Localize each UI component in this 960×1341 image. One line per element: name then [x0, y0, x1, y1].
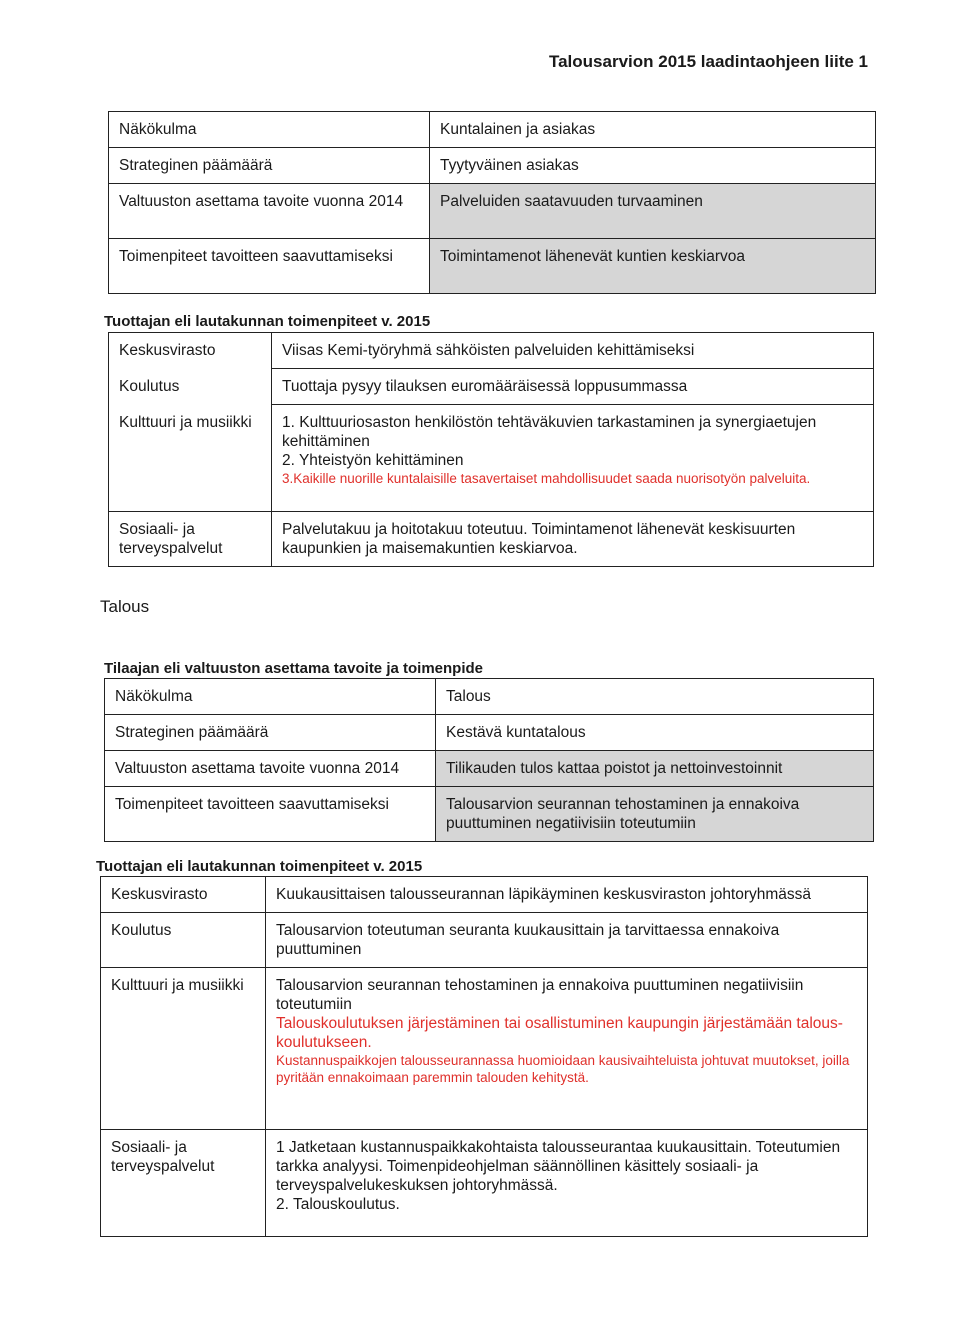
sosiaali-item-2: 2. Talouskoulutus.: [276, 1196, 400, 1213]
row-label: Sosiaali- ja terveyspalvelut: [101, 1130, 266, 1237]
table-row: [101, 877, 868, 913]
row-value: Tyytyväinen asiakas: [430, 148, 876, 184]
row-label: Kulttuuri ja musiikki: [109, 405, 272, 512]
row-label: Näkökulma: [109, 112, 430, 148]
table-row: [101, 1130, 868, 1237]
row-label: Keskusvirasto: [109, 333, 272, 369]
table-row: [109, 184, 876, 239]
row-label: Strateginen päämäärä: [105, 715, 436, 751]
kulttuuri-item-1: 1. Kulttuuriosaston henkilöstön tehtäväkuvien tarkastaminen ja synergiaetujen kehittäminen: [282, 414, 817, 450]
row-label: Sosiaali- ja terveyspalvelut: [109, 511, 272, 566]
table-row: [105, 751, 874, 787]
kulttuuri-item-3: 3.Kaikille nuorille kuntalaisille tasavertaiset mahdollisuudet saada nuorisotyön palveluita.: [282, 471, 811, 486]
row-label: Keskusvirasto: [101, 877, 266, 913]
row-label: Näkökulma: [105, 679, 436, 715]
row-value: Kestävä kuntatalous: [436, 715, 874, 751]
table-kuntalainen: [108, 111, 876, 294]
table-row: [101, 968, 868, 1130]
sosiaali-item-1: 1 Jatketaan kustannuspaikkakohtaista talousseurantaa kuukausittain. Toteutumien tarkka analyysi. Toimenpideohjelman säännöllinen käsittely sosiaali- ja terveyspalvelukeskuksen johtoryhmässä.: [276, 1139, 841, 1194]
table-row: [109, 511, 874, 566]
row-label: Strateginen päämäärä: [109, 148, 430, 184]
row-value: Talousarvion seurannan tehostaminen ja ennakoiva puuttuminen negatiivisiin toteutumiin: [436, 787, 874, 842]
row-label: Toimenpiteet tavoitteen saavuttamiseksi: [105, 787, 436, 842]
row-label: Kulttuuri ja musiikki: [101, 968, 266, 1130]
table-row: [109, 148, 876, 184]
page-title: Talousarvion 2015 laadintaohjeen liite 1: [548, 52, 868, 71]
row-value: Tuottaja pysyy tilauksen euromääräisessä loppusummassa: [272, 369, 874, 405]
table-row: [105, 787, 874, 842]
table-row: [105, 715, 874, 751]
table-toimenpiteet-1: [108, 332, 874, 567]
row-value: Toimintamenot lähenevät kuntien keskiarvoa: [430, 239, 876, 294]
row-label: Valtuuston asettama tavoite vuonna 2014: [109, 184, 430, 239]
table-row: [105, 679, 874, 715]
table-toimenpiteet-2: [100, 876, 868, 1237]
row-label: Koulutus: [101, 913, 266, 968]
row-value: Kuukausittaisen talousseurannan läpikäyminen keskusviraston johtoryhmässä: [266, 877, 868, 913]
section-heading-2015-b: Tuottajan eli lautakunnan toimenpiteet v. 2015: [96, 858, 423, 875]
kulttuuri-item-1: Talousarvion seurannan tehostaminen ja ennakoiva puuttuminen negatiivisiin toteutumiin: [276, 977, 804, 1013]
kulttuuri-item-2: Talouskoulutuksen järjestäminen tai osallistuminen kaupungin järjestämään talous-koulutukseen.: [276, 1015, 843, 1051]
section-heading-2015: Tuottajan eli lautakunnan toimenpiteet v. 2015: [104, 313, 431, 330]
table-row: [109, 333, 874, 369]
kulttuuri-item-3: Kustannuspaikkojen talousseurannassa huomioidaan kausivaihteluista johtuvat muutokset, joilla pyritään ennakoimaan paremmin talouden kehitystä.: [276, 1053, 850, 1085]
row-label: Toimenpiteet tavoitteen saavuttamiseksi: [109, 239, 430, 294]
row-label: Koulutus: [109, 369, 272, 405]
table-row: [101, 913, 868, 968]
section-heading-tilaaja: Tilaajan eli valtuuston asettama tavoite ja toimenpide: [104, 660, 483, 677]
row-value: Palveluiden saatavuuden turvaaminen: [430, 184, 876, 239]
table-row: [109, 369, 874, 405]
row-value: Palvelutakuu ja hoitotakuu toteutuu. Toimintamenot lähenevät keskisuurten kaupunkien ja maisemakuntien keskiarvoa.: [272, 511, 874, 566]
row-value: Viisas Kemi-työryhmä sähköisten palveluiden kehittämiseksi: [272, 333, 874, 369]
row-value: Tilikauden tulos kattaa poistot ja nettoinvestoinnit: [436, 751, 874, 787]
row-value: Kuntalainen ja asiakas: [430, 112, 876, 148]
table-row: [109, 405, 874, 512]
talous-heading: Talous: [100, 597, 150, 616]
table-talous: [104, 678, 874, 842]
row-label: Valtuuston asettama tavoite vuonna 2014: [105, 751, 436, 787]
table-row: [109, 112, 876, 148]
row-value: [266, 968, 868, 1130]
row-value: [272, 405, 874, 512]
table-row: [109, 239, 876, 294]
row-value: [266, 1130, 868, 1237]
row-value: Talousarvion toteutuman seuranta kuukausittain ja tarvittaessa ennakoiva puuttuminen: [266, 913, 868, 968]
kulttuuri-item-2: 2. Yhteistyön kehittäminen: [282, 452, 464, 469]
row-value: Talous: [436, 679, 874, 715]
